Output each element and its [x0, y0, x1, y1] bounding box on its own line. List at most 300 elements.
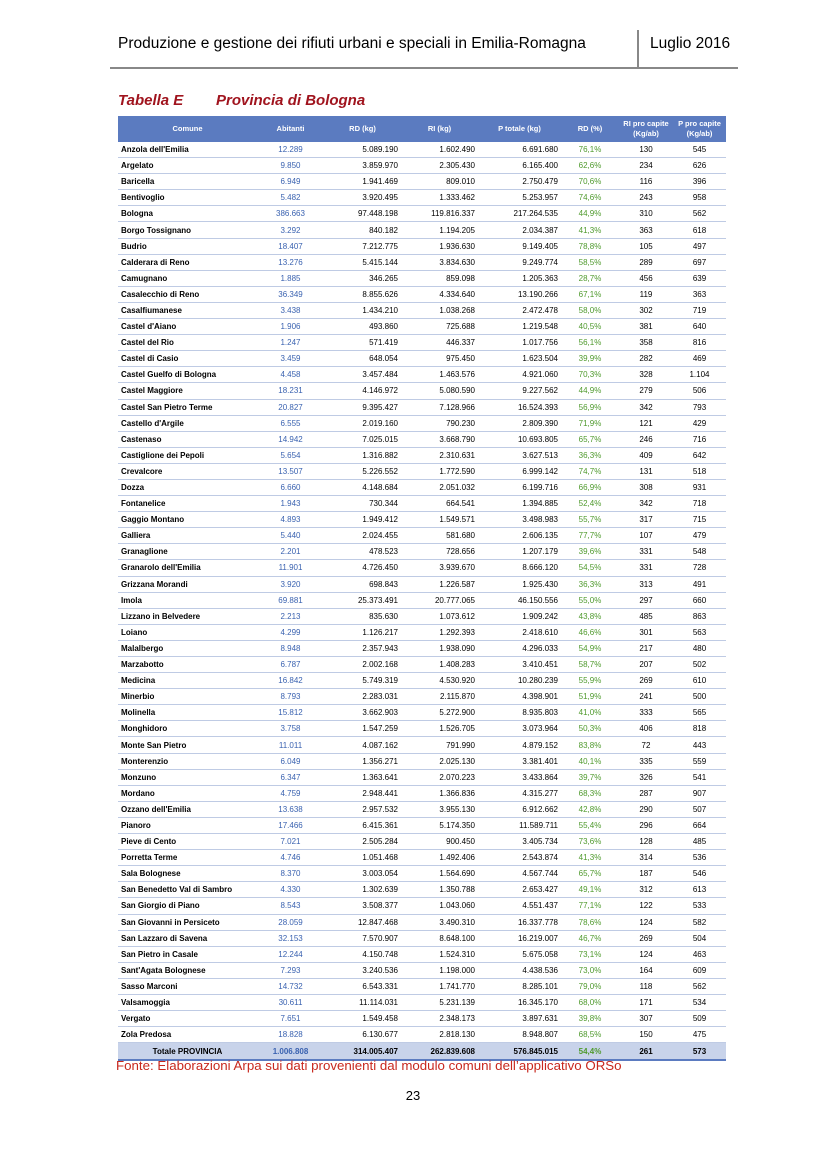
cell-rd: 5.226.552 — [324, 463, 401, 479]
cell-ptotale: 4.296.033 — [478, 640, 561, 656]
cell-p-procapite: 534 — [673, 994, 726, 1010]
cell-abitanti: 16.842 — [257, 673, 324, 689]
cell-ri-procapite: 118 — [619, 978, 673, 994]
cell-ri: 8.648.100 — [401, 930, 478, 946]
cell-rd-pct: 55,4% — [561, 817, 619, 833]
cell-p-procapite: 443 — [673, 737, 726, 753]
cell-rd-pct: 44,9% — [561, 383, 619, 399]
cell-ri-procapite: 119 — [619, 286, 673, 302]
cell-comune: Malalbergo — [118, 640, 257, 656]
cell-ptotale: 3.433.864 — [478, 769, 561, 785]
cell-ri-procapite: 130 — [619, 142, 673, 158]
running-header-title: Produzione e gestione dei rifiuti urbani e speciali in Emilia-Romagna — [118, 35, 586, 52]
cell-abitanti: 7.021 — [257, 834, 324, 850]
cell-ri: 859.098 — [401, 270, 478, 286]
cell-abitanti: 8.370 — [257, 866, 324, 882]
header-separator — [637, 30, 639, 68]
cell-comune: Castiglione dei Pepoli — [118, 447, 257, 463]
cell-rd: 6.415.361 — [324, 817, 401, 833]
cell-rd: 1.434.210 — [324, 302, 401, 318]
table-row — [118, 142, 726, 158]
cell-ri-procapite: 107 — [619, 528, 673, 544]
cell-ptotale: 1.925.430 — [478, 576, 561, 592]
cell-comune: San Benedetto Val di Sambro — [118, 882, 257, 898]
cell-rd-pct: 73,0% — [561, 962, 619, 978]
cell-ptotale: 1.219.548 — [478, 319, 561, 335]
table-label: Tabella E — [118, 92, 184, 109]
cell-ri: 2.818.130 — [401, 1027, 478, 1043]
cell-ri-procapite: 287 — [619, 785, 673, 801]
cell-rd-pct: 58,5% — [561, 254, 619, 270]
cell-ptotale: 4.438.536 — [478, 962, 561, 978]
cell-ri: 725.688 — [401, 319, 478, 335]
cell-comune: Crevalcore — [118, 463, 257, 479]
cell-ri: 581.680 — [401, 528, 478, 544]
cell-ri-procapite: 331 — [619, 560, 673, 576]
cell-p-procapite: 533 — [673, 898, 726, 914]
cell-p-procapite: 507 — [673, 801, 726, 817]
cell-ri: 664.541 — [401, 496, 478, 512]
cell-ri-procapite: 297 — [619, 592, 673, 608]
cell-ptotale: 4.398.901 — [478, 689, 561, 705]
cell-comune: Minerbio — [118, 689, 257, 705]
cell-ri-procapite: 72 — [619, 737, 673, 753]
cell-p-procapite: 463 — [673, 946, 726, 962]
cell-rd: 2.019.160 — [324, 415, 401, 431]
cell-ri-procapite: 164 — [619, 962, 673, 978]
table-row — [118, 689, 726, 705]
cell-rd: 478.523 — [324, 544, 401, 560]
cell-ri-procapite: 314 — [619, 850, 673, 866]
table-header-row — [118, 116, 726, 142]
cell-ri: 7.128.966 — [401, 399, 478, 415]
cell-ptotale: 4.879.152 — [478, 737, 561, 753]
cell-ptotale: 1.017.756 — [478, 335, 561, 351]
cell-rd-pct: 40,5% — [561, 319, 619, 335]
cell-p-procapite: 363 — [673, 286, 726, 302]
cell-ri-procapite: 363 — [619, 222, 673, 238]
cell-ri-procapite: 131 — [619, 463, 673, 479]
cell-comune: Sant'Agata Bolognese — [118, 962, 257, 978]
cell-abitanti: 6.660 — [257, 479, 324, 495]
cell-p-procapite: 660 — [673, 592, 726, 608]
cell-abitanti: 6.555 — [257, 415, 324, 431]
cell-p-procapite: 697 — [673, 254, 726, 270]
table-row — [118, 866, 726, 882]
cell-comune: Castel d'Aiano — [118, 319, 257, 335]
cell-ptotale: 3.073.964 — [478, 721, 561, 737]
cell-rd: 6.543.331 — [324, 978, 401, 994]
cell-rd: 698.843 — [324, 576, 401, 592]
table-row — [118, 930, 726, 946]
cell-p-procapite: 500 — [673, 689, 726, 705]
cell-ptotale: 3.410.451 — [478, 657, 561, 673]
cell-comune: Valsamoggia — [118, 994, 257, 1010]
cell-ri-procapite: 381 — [619, 319, 673, 335]
cell-ri: 3.668.790 — [401, 431, 478, 447]
table-row — [118, 834, 726, 850]
cell-rd-pct: 36,3% — [561, 447, 619, 463]
cell-rd-pct: 68,0% — [561, 994, 619, 1010]
cell-rd-pct: 55,7% — [561, 512, 619, 528]
cell-comune: Castel di Casio — [118, 351, 257, 367]
cell-p-procapite: 582 — [673, 914, 726, 930]
cell-comune: Castel del Rio — [118, 335, 257, 351]
cell-p-procapite: 793 — [673, 399, 726, 415]
cell-comune: Pianoro — [118, 817, 257, 833]
cell-ri-procapite: 246 — [619, 431, 673, 447]
table-row — [118, 206, 726, 222]
cell-ri-procapite: 342 — [619, 496, 673, 512]
table-row — [118, 544, 726, 560]
cell-abitanti: 1.906 — [257, 319, 324, 335]
cell-ri-procapite: 243 — [619, 190, 673, 206]
cell-ri-procapite: 122 — [619, 898, 673, 914]
cell-ri-procapite: 342 — [619, 399, 673, 415]
cell-ptotale: 3.897.631 — [478, 1011, 561, 1027]
cell-abitanti: 3.758 — [257, 721, 324, 737]
cell-ptotale: 10.693.805 — [478, 431, 561, 447]
cell-ri-procapite: 456 — [619, 270, 673, 286]
cell-ptotale: 11.589.711 — [478, 817, 561, 833]
cell-ptotale: 13.190.266 — [478, 286, 561, 302]
cell-comune: Dozza — [118, 479, 257, 495]
cell-rd-pct: 73,6% — [561, 834, 619, 850]
cell-rd: 4.146.972 — [324, 383, 401, 399]
cell-comune: San Giorgio di Piano — [118, 898, 257, 914]
cell-rd: 7.212.775 — [324, 238, 401, 254]
table-row — [118, 512, 726, 528]
waste-data-table — [118, 116, 726, 1061]
total-p-procapite: 573 — [673, 1043, 726, 1061]
cell-ptotale: 2.750.479 — [478, 174, 561, 190]
cell-ri: 1.073.612 — [401, 608, 478, 624]
cell-rd: 3.508.377 — [324, 898, 401, 914]
cell-abitanti: 4.330 — [257, 882, 324, 898]
cell-ptotale: 3.498.983 — [478, 512, 561, 528]
cell-rd-pct: 36,3% — [561, 576, 619, 592]
col-header-ri: RI (kg) — [401, 116, 478, 142]
table-row — [118, 447, 726, 463]
cell-rd: 2.024.455 — [324, 528, 401, 544]
cell-abitanti: 18.231 — [257, 383, 324, 399]
cell-comune: Ozzano dell'Emilia — [118, 801, 257, 817]
cell-abitanti: 18.828 — [257, 1027, 324, 1043]
cell-rd-pct: 70,6% — [561, 174, 619, 190]
table-row — [118, 496, 726, 512]
cell-p-procapite: 719 — [673, 302, 726, 318]
cell-p-procapite: 485 — [673, 834, 726, 850]
cell-p-procapite: 613 — [673, 882, 726, 898]
cell-rd-pct: 49,1% — [561, 882, 619, 898]
cell-rd: 1.356.271 — [324, 753, 401, 769]
cell-comune: Vergato — [118, 1011, 257, 1027]
cell-rd-pct: 41,3% — [561, 222, 619, 238]
table-row — [118, 785, 726, 801]
cell-ptotale: 6.999.142 — [478, 463, 561, 479]
table-row — [118, 946, 726, 962]
cell-ri: 119.816.337 — [401, 206, 478, 222]
cell-ri-procapite: 302 — [619, 302, 673, 318]
cell-ri: 3.955.130 — [401, 801, 478, 817]
cell-comune: Casalfiumanese — [118, 302, 257, 318]
cell-ptotale: 2.472.478 — [478, 302, 561, 318]
cell-ri: 1.936.630 — [401, 238, 478, 254]
cell-p-procapite: 506 — [673, 383, 726, 399]
cell-abitanti: 7.651 — [257, 1011, 324, 1027]
cell-p-procapite: 863 — [673, 608, 726, 624]
cell-abitanti: 3.292 — [257, 222, 324, 238]
cell-rd: 97.448.198 — [324, 206, 401, 222]
cell-ri: 2.310.631 — [401, 447, 478, 463]
cell-ptotale: 6.165.400 — [478, 158, 561, 174]
cell-rd-pct: 68,5% — [561, 1027, 619, 1043]
cell-ptotale: 1.909.242 — [478, 608, 561, 624]
cell-comune: Monte San Pietro — [118, 737, 257, 753]
table-row — [118, 463, 726, 479]
cell-rd-pct: 67,1% — [561, 286, 619, 302]
cell-ri-procapite: 105 — [619, 238, 673, 254]
cell-rd: 3.920.495 — [324, 190, 401, 206]
cell-ri-procapite: 308 — [619, 479, 673, 495]
table-row — [118, 721, 726, 737]
cell-comune: Sala Bolognese — [118, 866, 257, 882]
cell-abitanti: 4.299 — [257, 624, 324, 640]
cell-ri: 1.526.705 — [401, 721, 478, 737]
cell-ptotale: 1.207.179 — [478, 544, 561, 560]
cell-ri: 5.174.350 — [401, 817, 478, 833]
cell-abitanti: 5.482 — [257, 190, 324, 206]
table-row — [118, 817, 726, 833]
cell-abitanti: 15.812 — [257, 705, 324, 721]
header-rule — [110, 67, 738, 69]
cell-ri: 1.408.283 — [401, 657, 478, 673]
cell-rd: 25.373.491 — [324, 592, 401, 608]
cell-abitanti: 11.901 — [257, 560, 324, 576]
cell-ri: 3.834.630 — [401, 254, 478, 270]
cell-rd-pct: 54,9% — [561, 640, 619, 656]
cell-ri: 2.051.032 — [401, 479, 478, 495]
cell-p-procapite: 545 — [673, 142, 726, 158]
cell-rd-pct: 54,5% — [561, 560, 619, 576]
cell-abitanti: 3.459 — [257, 351, 324, 367]
table-row — [118, 737, 726, 753]
table-row — [118, 640, 726, 656]
table-row — [118, 222, 726, 238]
total-ptotale: 576.845.015 — [478, 1043, 561, 1061]
cell-rd-pct: 41,3% — [561, 850, 619, 866]
cell-abitanti: 2.213 — [257, 608, 324, 624]
cell-ptotale: 9.227.562 — [478, 383, 561, 399]
table-row — [118, 898, 726, 914]
cell-comune: Monghidoro — [118, 721, 257, 737]
cell-comune: Monterenzio — [118, 753, 257, 769]
cell-ri-procapite: 333 — [619, 705, 673, 721]
cell-ri: 4.334.640 — [401, 286, 478, 302]
cell-abitanti: 6.787 — [257, 657, 324, 673]
cell-rd: 1.547.259 — [324, 721, 401, 737]
col-header-comune: Comune — [118, 116, 257, 142]
cell-rd: 346.265 — [324, 270, 401, 286]
cell-abitanti: 28.059 — [257, 914, 324, 930]
cell-abitanti: 1.943 — [257, 496, 324, 512]
cell-p-procapite: 562 — [673, 206, 726, 222]
cell-ri: 791.990 — [401, 737, 478, 753]
cell-ri: 1.938.090 — [401, 640, 478, 656]
cell-abitanti: 7.293 — [257, 962, 324, 978]
cell-ptotale: 16.219.007 — [478, 930, 561, 946]
table-row — [118, 270, 726, 286]
cell-ri: 1.350.788 — [401, 882, 478, 898]
cell-comune: San Giovanni in Persiceto — [118, 914, 257, 930]
cell-ri-procapite: 296 — [619, 817, 673, 833]
cell-rd-pct: 56,9% — [561, 399, 619, 415]
cell-p-procapite: 497 — [673, 238, 726, 254]
cell-comune: Casalecchio di Reno — [118, 286, 257, 302]
cell-ptotale: 2.418.610 — [478, 624, 561, 640]
cell-abitanti: 13.276 — [257, 254, 324, 270]
cell-ri-procapite: 485 — [619, 608, 673, 624]
cell-abitanti: 12.244 — [257, 946, 324, 962]
cell-ri: 1.043.060 — [401, 898, 478, 914]
cell-abitanti: 2.201 — [257, 544, 324, 560]
cell-ri: 790.230 — [401, 415, 478, 431]
cell-ptotale: 3.627.513 — [478, 447, 561, 463]
cell-rd: 2.957.532 — [324, 801, 401, 817]
cell-rd-pct: 55,9% — [561, 673, 619, 689]
cell-p-procapite: 565 — [673, 705, 726, 721]
cell-rd-pct: 43,8% — [561, 608, 619, 624]
cell-p-procapite: 518 — [673, 463, 726, 479]
cell-ri-procapite: 241 — [619, 689, 673, 705]
cell-ri-procapite: 279 — [619, 383, 673, 399]
cell-abitanti: 8.948 — [257, 640, 324, 656]
cell-abitanti: 11.011 — [257, 737, 324, 753]
table-row — [118, 399, 726, 415]
cell-ptotale: 1.394.885 — [478, 496, 561, 512]
cell-comune: Anzola dell'Emilia — [118, 142, 257, 158]
cell-abitanti: 8.543 — [257, 898, 324, 914]
cell-rd: 5.415.144 — [324, 254, 401, 270]
table-row — [118, 383, 726, 399]
cell-rd-pct: 76,1% — [561, 142, 619, 158]
cell-ri-procapite: 331 — [619, 544, 673, 560]
cell-p-procapite: 509 — [673, 1011, 726, 1027]
cell-comune: Pieve di Cento — [118, 834, 257, 850]
cell-ptotale: 4.315.277 — [478, 785, 561, 801]
cell-ri-procapite: 301 — [619, 624, 673, 640]
table-row — [118, 335, 726, 351]
cell-rd-pct: 41,0% — [561, 705, 619, 721]
table-row — [118, 254, 726, 270]
table-row — [118, 624, 726, 640]
cell-rd: 5.089.190 — [324, 142, 401, 158]
table-row — [118, 158, 726, 174]
cell-comune: Baricella — [118, 174, 257, 190]
cell-ri-procapite: 234 — [619, 158, 673, 174]
page-number: 23 — [405, 1088, 421, 1103]
col-header-rd: RD (kg) — [324, 116, 401, 142]
cell-comune: Fontanelice — [118, 496, 257, 512]
cell-ri-procapite: 312 — [619, 882, 673, 898]
cell-ri: 1.549.571 — [401, 512, 478, 528]
cell-p-procapite: 728 — [673, 560, 726, 576]
cell-p-procapite: 639 — [673, 270, 726, 286]
cell-abitanti: 32.153 — [257, 930, 324, 946]
cell-rd-pct: 77,1% — [561, 898, 619, 914]
cell-rd-pct: 78,6% — [561, 914, 619, 930]
cell-abitanti: 9.850 — [257, 158, 324, 174]
table-row — [118, 882, 726, 898]
cell-ri: 975.450 — [401, 351, 478, 367]
cell-ptotale: 16.345.170 — [478, 994, 561, 1010]
cell-ri-procapite: 326 — [619, 769, 673, 785]
cell-ri: 809.010 — [401, 174, 478, 190]
cell-ptotale: 9.249.774 — [478, 254, 561, 270]
cell-ptotale: 16.524.393 — [478, 399, 561, 415]
cell-p-procapite: 396 — [673, 174, 726, 190]
cell-p-procapite: 618 — [673, 222, 726, 238]
cell-rd-pct: 78,8% — [561, 238, 619, 254]
running-header-date: Luglio 2016 — [650, 35, 731, 52]
cell-ri-procapite: 269 — [619, 673, 673, 689]
cell-abitanti: 17.466 — [257, 817, 324, 833]
cell-p-procapite: 715 — [673, 512, 726, 528]
table-row — [118, 528, 726, 544]
cell-rd-pct: 55,0% — [561, 592, 619, 608]
cell-ri: 728.656 — [401, 544, 478, 560]
total-abitanti: 1.006.808 — [257, 1043, 324, 1061]
cell-comune: Gaggio Montano — [118, 512, 257, 528]
cell-ri: 900.450 — [401, 834, 478, 850]
cell-rd-pct: 79,0% — [561, 978, 619, 994]
cell-rd-pct: 44,9% — [561, 206, 619, 222]
cell-comune: Granaglione — [118, 544, 257, 560]
cell-rd: 3.240.536 — [324, 962, 401, 978]
cell-rd-pct: 50,3% — [561, 721, 619, 737]
cell-rd-pct: 65,7% — [561, 866, 619, 882]
cell-rd: 1.126.217 — [324, 624, 401, 640]
cell-ri: 2.025.130 — [401, 753, 478, 769]
cell-p-procapite: 480 — [673, 640, 726, 656]
cell-ri-procapite: 116 — [619, 174, 673, 190]
cell-p-procapite: 429 — [673, 415, 726, 431]
cell-abitanti: 12.289 — [257, 142, 324, 158]
cell-p-procapite: 610 — [673, 673, 726, 689]
cell-p-procapite: 563 — [673, 624, 726, 640]
cell-ptotale: 46.150.556 — [478, 592, 561, 608]
table-row — [118, 994, 726, 1010]
table-row — [118, 190, 726, 206]
cell-ri: 2.115.870 — [401, 689, 478, 705]
cell-abitanti: 4.759 — [257, 785, 324, 801]
cell-rd-pct: 46,6% — [561, 624, 619, 640]
cell-rd: 2.505.284 — [324, 834, 401, 850]
cell-p-procapite: 664 — [673, 817, 726, 833]
cell-p-procapite: 546 — [673, 866, 726, 882]
source-note: Fonte: Elaborazioni Arpa sui dati provenienti dal modulo comuni dell’applicativo ORSo — [116, 1058, 622, 1073]
cell-ri: 2.305.430 — [401, 158, 478, 174]
cell-rd: 3.003.054 — [324, 866, 401, 882]
cell-ptotale: 2.543.874 — [478, 850, 561, 866]
cell-abitanti: 8.793 — [257, 689, 324, 705]
cell-comune: Calderara di Reno — [118, 254, 257, 270]
cell-p-procapite: 931 — [673, 479, 726, 495]
cell-p-procapite: 958 — [673, 190, 726, 206]
cell-abitanti: 6.949 — [257, 174, 324, 190]
cell-p-procapite: 907 — [673, 785, 726, 801]
cell-ri-procapite: 328 — [619, 367, 673, 383]
